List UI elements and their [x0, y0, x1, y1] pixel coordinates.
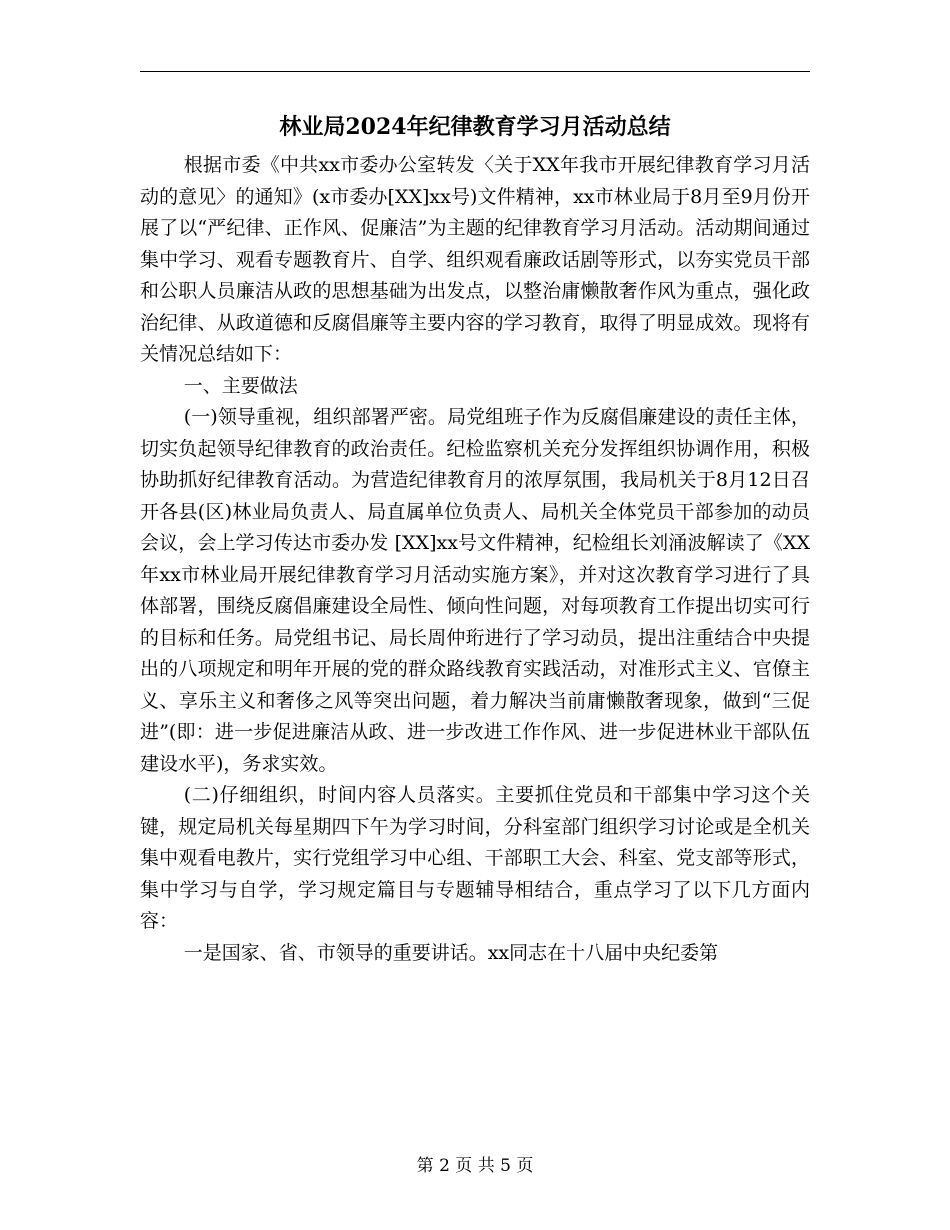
document-title: 林业局2024年纪律教育学习月活动总结: [279, 114, 671, 140]
section-heading-main-practices: 一、主要做法: [183, 374, 298, 397]
page-number: 第 2 页 共 5 页: [416, 1156, 534, 1176]
paragraph-intro: 根据市委《中共xx市委办公室转发〈关于XX年我市开展纪律教育学习月活动的意见〉的通知》(x市委办[XX]xx号)文件精神，xx市林业局于8月至9月份开展了以“严纪律、正作风、促廉洁”为主题的纪律教育学习月活动。活动期间通过集中学习、观看专题教育片、自学、组织观看廉政话剧等形式，以夯实党员干部和公职人员廉洁从政的思想基础为出发点，以整治庸懒散奢作风为重点，强化政治纪律、从政道德和反腐倡廉等主要内容的学习教育，取得了明显成效。现将有关情况总结如下：: [140, 154, 810, 365]
document-body: [140, 150, 810, 969]
paragraph-leadership: (一)领导重视，组织部署严密。局党组班子作为反腐倡廉建设的责任主体，切实负起领导纪律教育的政治责任。纪检监察机关充分发挥组织协调作用，积极协助抓好纪律教育活动。为营造纪律教育月的浓厚氛围，我局机关于8月12日召开各县(区)林业局负责人、局直属单位负责人、局机关全体党员干部参加的动员会议，会上学习传达市委办发 [XX]xx号文件精神，纪检组长刘涌波解读了《XX年xx市林业局开展纪律教育学习月活动实施方案》，并对这次教育学习进行了具体部署，围绕反腐倡廉建设全局性、倾向性问题，对每项教育工作提出切实可行的目标和任务。局党组书记、局长周仲珩进行了学习动员，提出注重结合中央提出的八项规定和明年开展的党的群众路线教育实践活动，对准形式主义、官僚主义、享乐主义和奢侈之风等突出问题，着力解决当前庸懒散奢现象，做到“三促进”(即：进一步促进廉洁从政、进一步改进工作作风、进一步促进林业干部队伍建设水平)，务求实效。: [140, 406, 810, 775]
paragraph-speeches: 一是国家、省、市领导的重要讲话。xx同志在十八届中央纪委第: [183, 941, 719, 964]
paragraph-organization: (二)仔细组织，时间内容人员落实。主要抓住党员和干部集中学习这个关键，规定局机关每星期四下午为学习时间，分科室部门组织学习讨论或是全机关集中观看电教片，实行党组学习中心组、干部职工大会、科室、党支部等形式，集中学习与自学，学习规定篇目与专题辅导相结合，重点学习了以下几方面内容：: [140, 784, 810, 932]
header-rule: [140, 71, 810, 72]
